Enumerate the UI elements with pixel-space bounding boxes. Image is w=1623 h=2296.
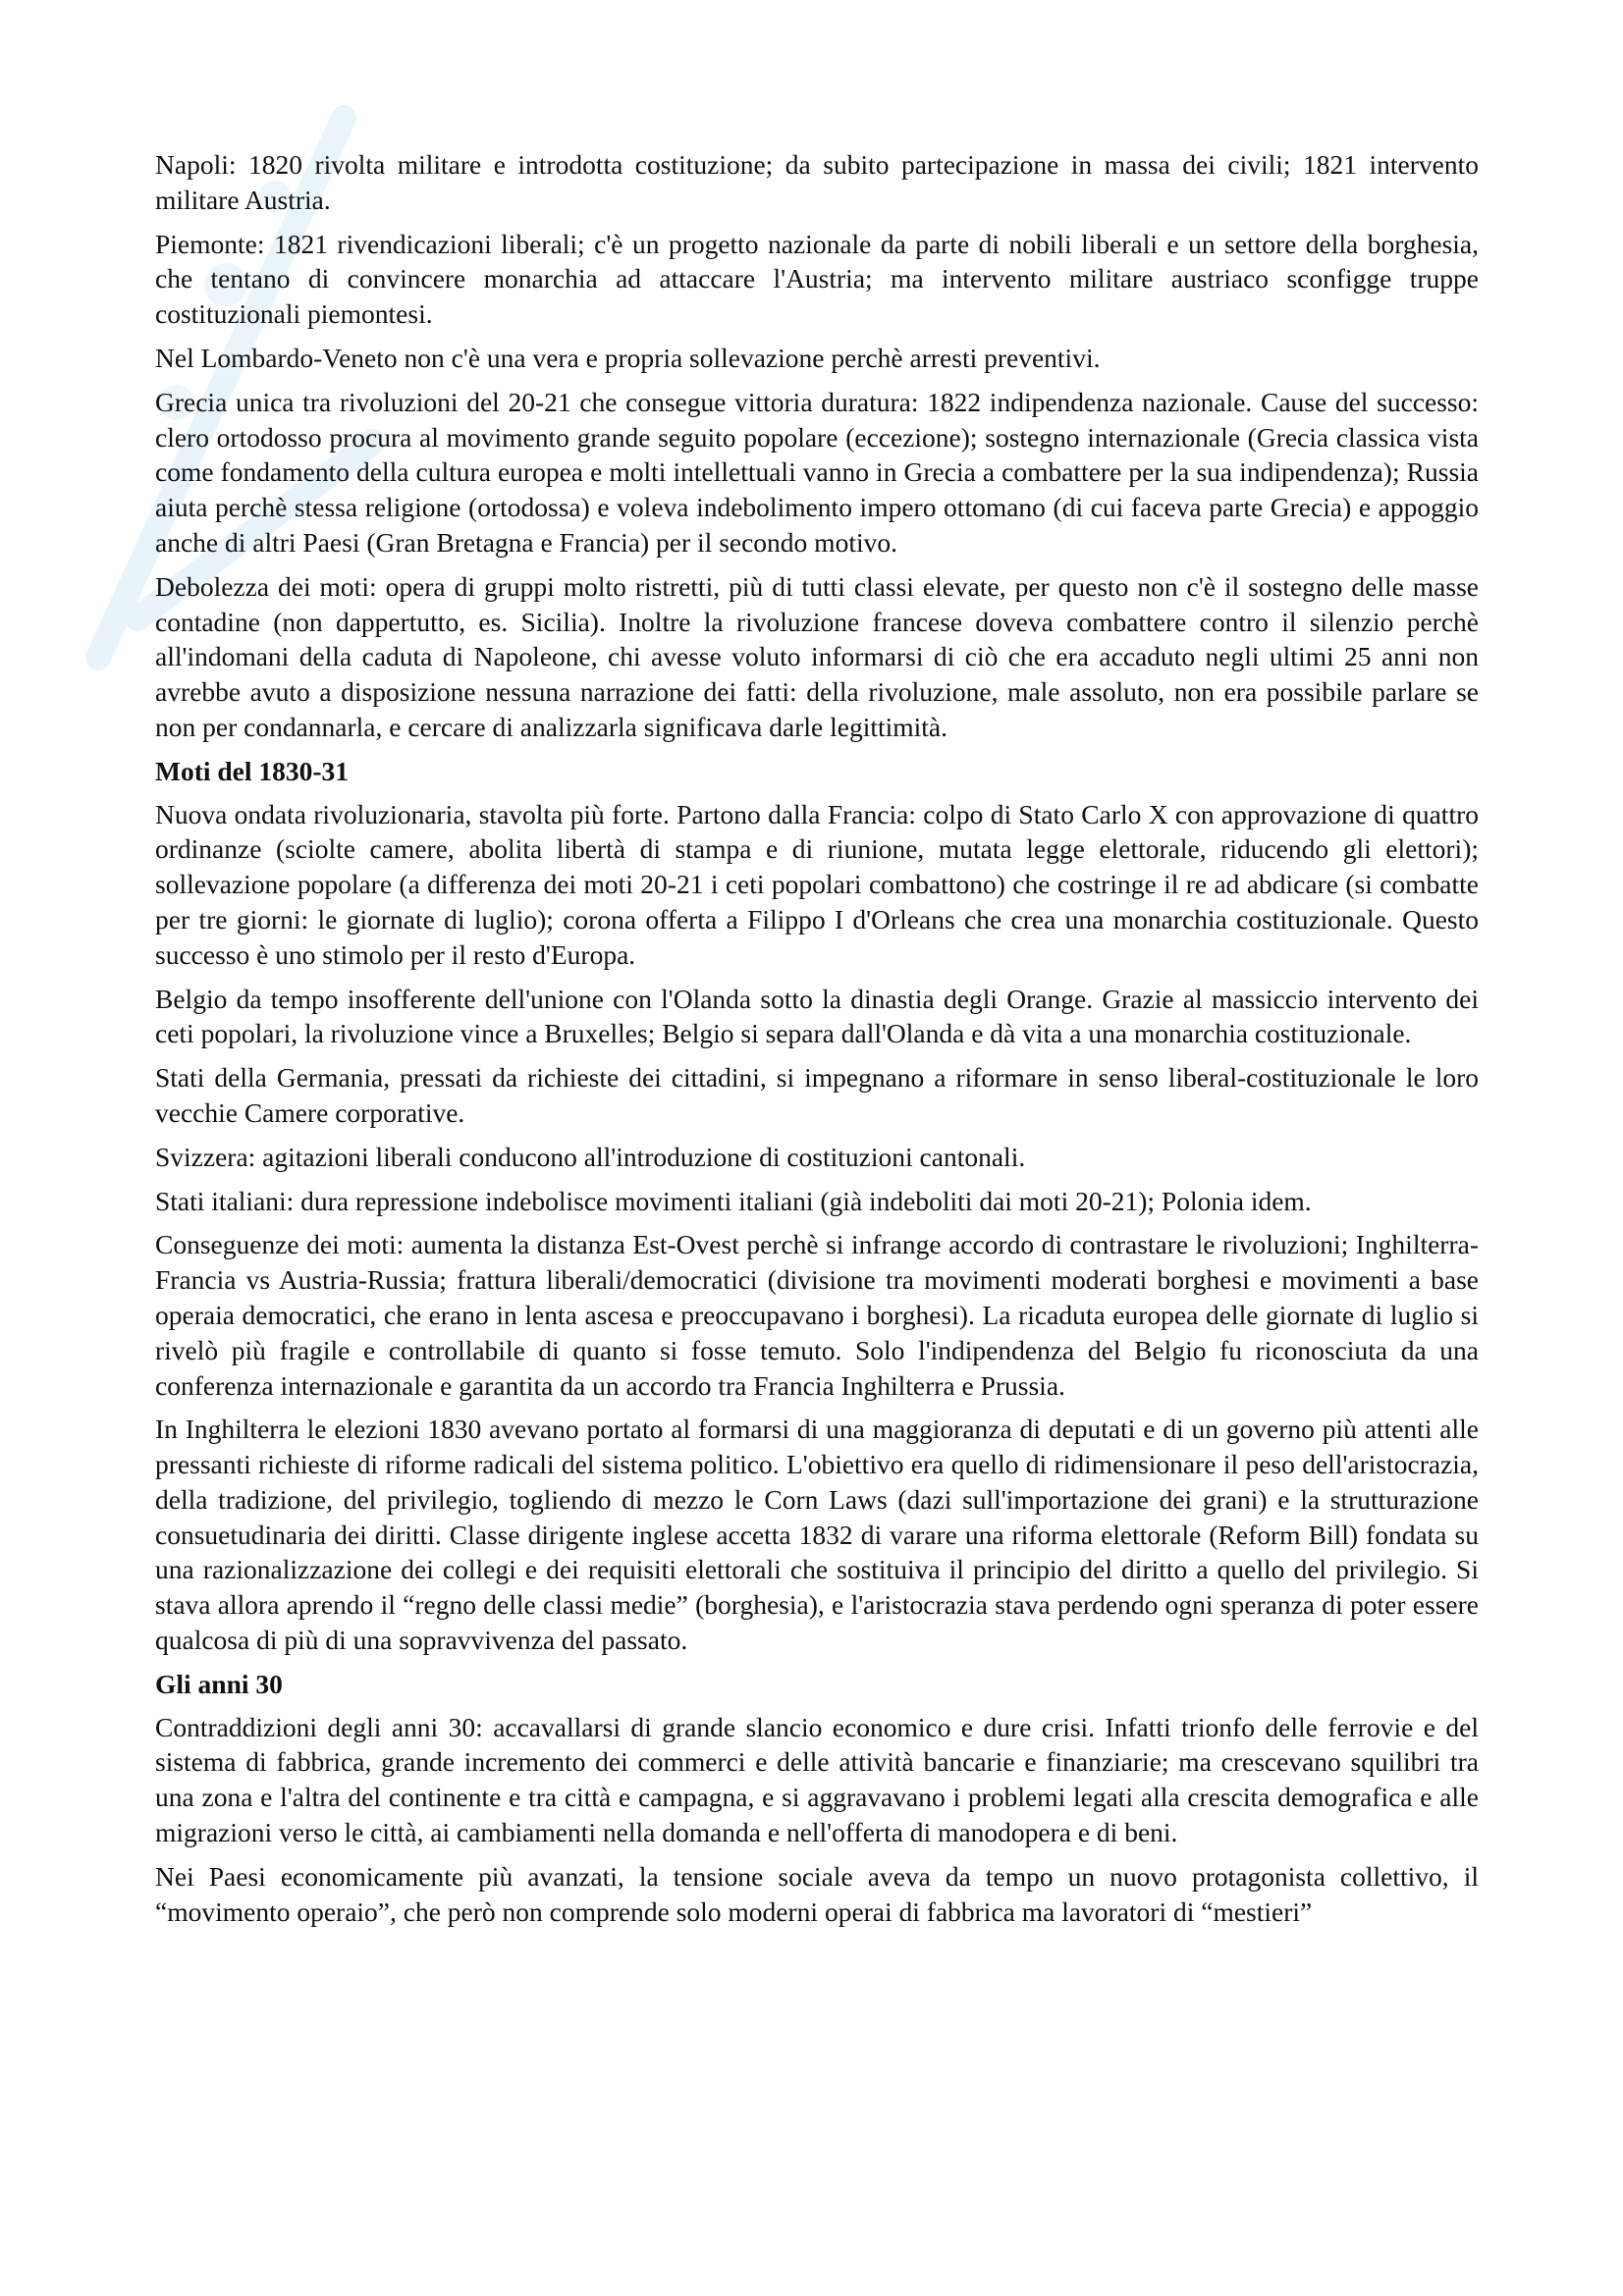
paragraph: Stati della Germania, pressati da richieste dei cittadini, si impegnano a riformare in senso liberal-costituzionale le loro vecchie Camere corporative. bbox=[155, 1062, 1479, 1128]
paragraph: Nel Lombardo-Veneto non c'è una vera e propria sollevazione perchè arresti preventivi. bbox=[155, 342, 1101, 373]
section-heading: Gli anni 30 bbox=[155, 1668, 283, 1699]
paragraph: Nuova ondata rivoluzionaria, stavolta più forte. Partono dalla Francia: colpo di Stato Carlo X con approvazione di quattro ordinanze (sciolte camere, abolita libertà di stampa e di riunione, mutata legge elettorale, riducendo gli elettori); sollevazione popolare (a differenza dei moti 20-21 i ceti popolari combattono) che costringe il re ad abdicare (si combatte per tre giorni: le giornate di luglio); corona offerta a Filippo I d'Orleans che crea una monarchia costituzionale. Questo successo è uno stimolo per il resto d'Europa. bbox=[155, 798, 1479, 970]
paragraph: In Inghilterra le elezioni 1830 avevano portato al formarsi di una maggioranza di deputati e di un governo più attenti alle pressanti richieste di riforme radicali del sistema politico. L'obiettivo era quello di ridimensionare il peso dell'aristocrazia, della tradizione, del privilegio, togliendo di mezzo le Corn Laws (dazi sull'importazione dei grani) e la strutturazione consuetudinaria dei diritti. Classe dirigente inglese accetta 1832 di varare una riforma elettorale (Reform Bill) fondata su una razionalizzazione dei collegi e dei requisiti elettorali che sostituiva il principio del diritto a quello del privilegio. Si stava allora aprendo il “regno delle classi medie” (borghesia), e l'aristocrazia stava perdendo ogni speranza di poter essere qualcosa di più di una sopravvivenza del passato. bbox=[155, 1414, 1479, 1656]
paragraph: Grecia unica tra rivoluzioni del 20-21 che consegue vittoria duratura: 1822 indipendenza nazionale. Cause del successo: clero ortodosso procura al movimento grande seguito popolare (eccezione); sostegno internazionale (Grecia classica vista come fondamento della cultura europea e molti intellettuali vanno in Grecia a combattere per la sua indipendenza); Russia aiuta perchè stessa religione (ortodossa) e voleva indebolimento impero ottomano (di cui faceva parte Grecia) e appoggio anche di altri Paesi (Gran Bretagna e Francia) per il secondo motivo. bbox=[155, 386, 1479, 558]
paragraph: Nei Paesi economicamente più avanzati, la tensione sociale aveva da tempo un nuovo protagonista collettivo, il “movimento operaio”, che però non comprende solo moderni operai di fabbrica ma lavoratori di “mestieri” bbox=[155, 1860, 1479, 1927]
paragraph: Conseguenze dei moti: aumenta la distanza Est-Ovest perchè si infrange accordo di contrastare le rivoluzioni; Inghilterra-Francia vs Austria-Russia; frattura liberali/democratici (divisione tra movimenti moderati borghesi e movimenti a base operaia democratici, che erano in lenta ascesa e preoccupavano i borghesi). La ricaduta europea delle giornate di luglio si rivelò più fragile e controllabile di quanto si fosse temuto. Solo l'indipendenza del Belgio fu riconosciuta da una conferenza internazionale e garantita da un accordo tra Francia Inghilterra e Prussia. bbox=[155, 1229, 1479, 1401]
paragraph: Svizzera: agitazioni liberali conducono all'introduzione di costituzioni cantonali. bbox=[155, 1141, 1026, 1172]
paragraph: Debolezza dei moti: opera di gruppi molto ristretti, più di tutti classi elevate, per questo non c'è il sostegno delle masse contadine (non dappertutto, es. Sicilia). Inoltre la rivoluzione francese doveva combattere contro il silenzio perchè all'indomani della caduta di Napoleone, chi avesse voluto informarsi di ciò che era accaduto negli ultimi 25 anni non avrebbe avuto a disposizione nessuna narrazione dei fatti: della rivoluzione, male assoluto, non era possibile parlare se non per condannarla, e cercare di analizzarla significava darle legittimità. bbox=[155, 570, 1479, 742]
document-page bbox=[155, 147, 1479, 1938]
paragraph: Belgio da tempo insofferente dell'unione con l'Olanda sotto la dinastia degli Orange. Grazie al massiccio intervento dei ceti popolari, la rivoluzione vince a Bruxelles; Belgio si separa dall'Olanda e dà vita a una monarchia costituzionale. bbox=[155, 983, 1479, 1049]
section-heading: Moti del 1830-31 bbox=[155, 755, 350, 786]
paragraph: Napoli: 1820 rivolta militare e introdotta costituzione; da subito partecipazione in massa dei civili; 1821 intervento militare Austria. bbox=[155, 149, 1479, 215]
paragraph: Contraddizioni degli anni 30: accavallarsi di grande slancio economico e dure crisi. Infatti trionfo delle ferrovie e del sistema di fabbrica, grande incremento dei commerci e delle attività bancarie e finanziarie; ma crescevano squilibri tra una zona e l'altra del continente e tra città e campagna, e si aggravavano i problemi legati alla crescita demografica e alle migrazioni verso le città, ai cambiamenti nella domanda e nell'offerta di manodopera e di beni. bbox=[155, 1711, 1479, 1848]
paragraph: Stati italiani: dura repressione indebolisce movimenti italiani (già indeboliti dai moti 20-21); Polonia idem. bbox=[155, 1185, 1312, 1216]
paragraph: Piemonte: 1821 rivendicazioni liberali; c'è un progetto nazionale da parte di nobili liberali e un settore della borghesia, che tentano di convincere monarchia ad attaccare l'Austria; ma intervento militare austriaco sconfigge truppe costituzionali piemontesi. bbox=[155, 228, 1479, 330]
